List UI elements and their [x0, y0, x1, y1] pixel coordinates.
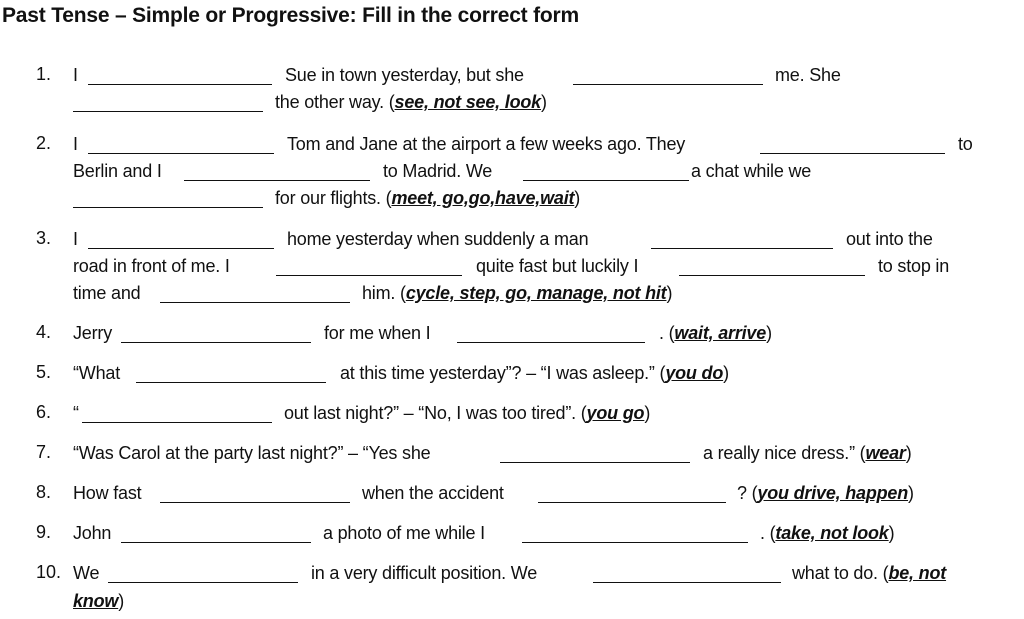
answer-blank[interactable]	[522, 542, 748, 543]
answer-blank[interactable]	[108, 582, 298, 583]
item-text: me. She	[775, 65, 841, 85]
item-text: “	[73, 403, 79, 423]
item-number: 4.	[36, 322, 52, 342]
answer-blank[interactable]	[88, 153, 274, 154]
item-text: I	[73, 134, 78, 154]
worksheet-title: Past Tense – Simple or Progressive: Fill in the correct form	[2, 4, 579, 27]
verb-hint: know	[73, 591, 119, 611]
verb-hint: wait, arrive	[674, 323, 767, 343]
item-text: in a very difficult position. We	[311, 563, 538, 583]
item-text: a really nice dress.” (wear)	[703, 443, 912, 463]
verb-hint: take, not look	[775, 523, 889, 543]
item-text: out last night?” – “No, I was too tired”. (you go)	[284, 403, 651, 423]
item-text: time and	[73, 283, 141, 303]
verb-hint: you go	[586, 403, 645, 423]
answer-blank[interactable]	[136, 382, 326, 383]
item-text: quite fast but luckily I	[476, 256, 639, 276]
answer-blank[interactable]	[276, 275, 462, 276]
item-text: How fast	[73, 483, 142, 503]
answer-blank[interactable]	[523, 180, 689, 181]
item-number: 10.	[36, 562, 62, 582]
item-text: for me when I	[324, 323, 431, 343]
item-text: out into the	[846, 229, 933, 249]
item-text: him. (cycle, step, go, manage, not hit)	[362, 283, 673, 303]
answer-blank[interactable]	[160, 302, 350, 303]
item-text: I	[73, 229, 78, 249]
item-text: when the accident	[362, 483, 504, 503]
verb-hint: cycle, step, go, manage, not hit	[405, 283, 667, 303]
item-number: 7.	[36, 442, 52, 462]
verb-hint: wear	[865, 443, 906, 463]
verb-hint: meet, go,go,have,wait	[391, 188, 575, 208]
verb-hint: you do	[665, 363, 724, 383]
answer-blank[interactable]	[88, 84, 272, 85]
verb-hint: be, not	[888, 563, 947, 583]
answer-blank[interactable]	[457, 342, 645, 343]
item-number: 5.	[36, 362, 52, 382]
answer-blank[interactable]	[760, 153, 945, 154]
answer-blank[interactable]	[82, 422, 272, 423]
item-number: 6.	[36, 402, 52, 422]
item-text: a photo of me while I	[323, 523, 485, 543]
item-text: John	[73, 523, 112, 543]
item-text: Tom and Jane at the airport a few weeks ago. They	[287, 134, 686, 154]
item-text: the other way. (see, not see, look)	[275, 92, 547, 112]
answer-blank[interactable]	[88, 248, 274, 249]
item-number: 2.	[36, 133, 52, 153]
answer-blank[interactable]	[73, 111, 263, 112]
item-text: We	[73, 563, 100, 583]
item-number: 9.	[36, 522, 52, 542]
item-text: to	[958, 134, 973, 154]
item-text: a chat while we	[691, 161, 812, 181]
item-text: I	[73, 65, 78, 85]
item-text: for our flights. (meet, go,go,have,wait)	[275, 188, 581, 208]
item-text: Jerry	[73, 323, 112, 343]
answer-blank[interactable]	[573, 84, 763, 85]
item-text: home yesterday when suddenly a man	[287, 229, 589, 249]
answer-blank[interactable]	[184, 180, 370, 181]
item-number: 3.	[36, 228, 52, 248]
answer-blank[interactable]	[73, 207, 263, 208]
answer-blank[interactable]	[651, 248, 833, 249]
item-number: 8.	[36, 482, 52, 502]
item-text: road in front of me. I	[73, 256, 230, 276]
item-text: ? (you drive, happen)	[737, 483, 914, 503]
item-text: what to do. (be, not	[792, 563, 947, 583]
verb-hint: see, not see, look	[394, 92, 541, 112]
item-text: Sue in town yesterday, but she	[285, 65, 524, 85]
answer-blank[interactable]	[121, 542, 311, 543]
verb-hint: you drive, happen	[757, 483, 909, 503]
item-text: “What	[73, 363, 121, 383]
answer-blank[interactable]	[593, 582, 781, 583]
answer-blank[interactable]	[500, 462, 690, 463]
answer-blank[interactable]	[160, 502, 350, 503]
answer-blank[interactable]	[679, 275, 865, 276]
item-text: to stop in	[878, 256, 950, 276]
item-text: at this time yesterday”? – “I was asleep.” (you do)	[340, 363, 729, 383]
item-text: to Madrid. We	[383, 161, 493, 181]
item-text: know)	[73, 591, 124, 611]
answer-blank[interactable]	[538, 502, 726, 503]
item-text: . (take, not look)	[760, 523, 895, 543]
item-text: “Was Carol at the party last night?” – “Yes she	[73, 443, 431, 463]
item-number: 1.	[36, 64, 52, 84]
answer-blank[interactable]	[121, 342, 311, 343]
item-text: Berlin and I	[73, 161, 162, 181]
item-text: . (wait, arrive)	[659, 323, 772, 343]
